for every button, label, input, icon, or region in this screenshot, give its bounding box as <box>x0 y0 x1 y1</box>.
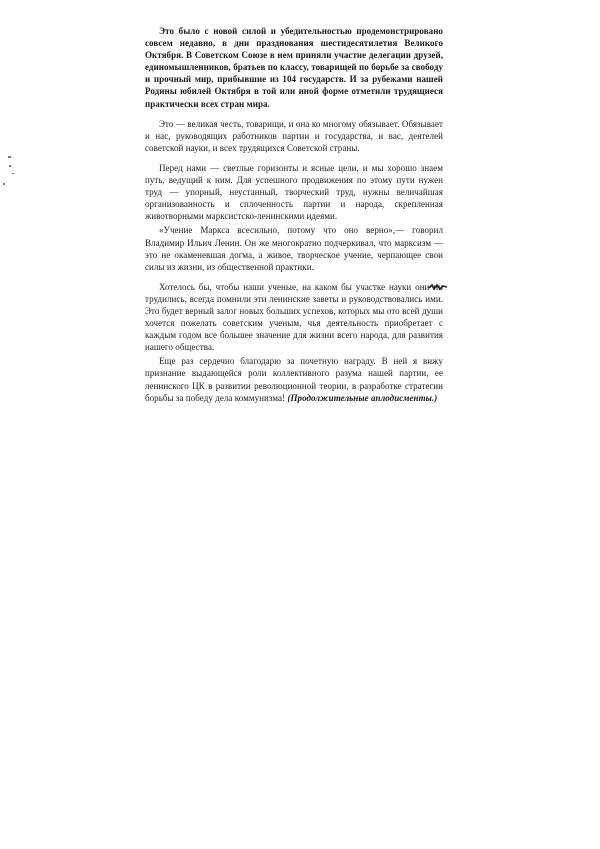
ink-blot-mark <box>428 283 448 291</box>
paragraph-1: Это было с новой силой и убедительностью продемонстрировано совсем недавно, в дни празднования шестидесятилетия Великого Октября. В Советском Союзе в нем приняли участие делегации друзей, единомышленников, братьев по классу, товарищей по борьбе за свободу и прочный мир, прибывшие из 104 государств. И за рубежами нашей Родины юбилей Октября в той или иной форме отметили трудящиеся практически всех стран мира. <box>145 26 443 109</box>
paragraph-4: «Учение Маркса всесильно, потому что оно верно»,— говорил Владимир Ильич Ленин. Он же многократно подчеркивал, что марксизм — это не окаменевшая догма, а живое, творческое учение, черпающее свои силы из жизни, из общественной практики. <box>145 225 443 272</box>
scan-speck <box>8 156 11 158</box>
scan-speck <box>9 165 11 167</box>
paragraph-2: Это — великая честь, товарищи, и она ко многому обязывает. Обязывает и нас, руководящих работников партии и государства, и вас, деятелей советской науки, и всех трудящихся Советской страны. <box>145 118 443 153</box>
scan-speck <box>3 183 5 185</box>
paragraph-5: Хотелось бы, чтобы наши ученые, на каком бы участке науки они ни трудились, всегда помнили эти ленинские заветы и руководствовались ими. Это будет верный залог новых больших успехов, которых мы ото всей души хочется пожелать советским ученым, чья деятельность приобретает с каждым годом все большее значение для жизни всего народа, для развития нашего общества. <box>145 281 443 353</box>
paragraph-3: Перед нами — светлые горизонты и ясные цели, и мы хорошо знаем путь, ведущий к ним. Для успешного продвижения по этому пути нужен труд — упорный, неустанный, творческий труд, нужны величайшая организованность и сплоченность партии и народа, скрепленная животворными марксистско-ленинскими идеями. <box>145 162 443 222</box>
applause-note: (Продолжительные аплодисменты.) <box>287 392 438 403</box>
paragraph-6-text: Еще раз сердечно благодарю за почетную награду. В ней я вижу признание выдающейся роли коллективного разума нашей партии, ее ленинского ЦК в развитии революционной теории, в разработке стратегии борьбы за победу дела коммунизма! <box>145 356 443 403</box>
text-block <box>145 25 443 404</box>
scan-speck <box>12 173 14 174</box>
paragraph-6 <box>145 355 443 403</box>
